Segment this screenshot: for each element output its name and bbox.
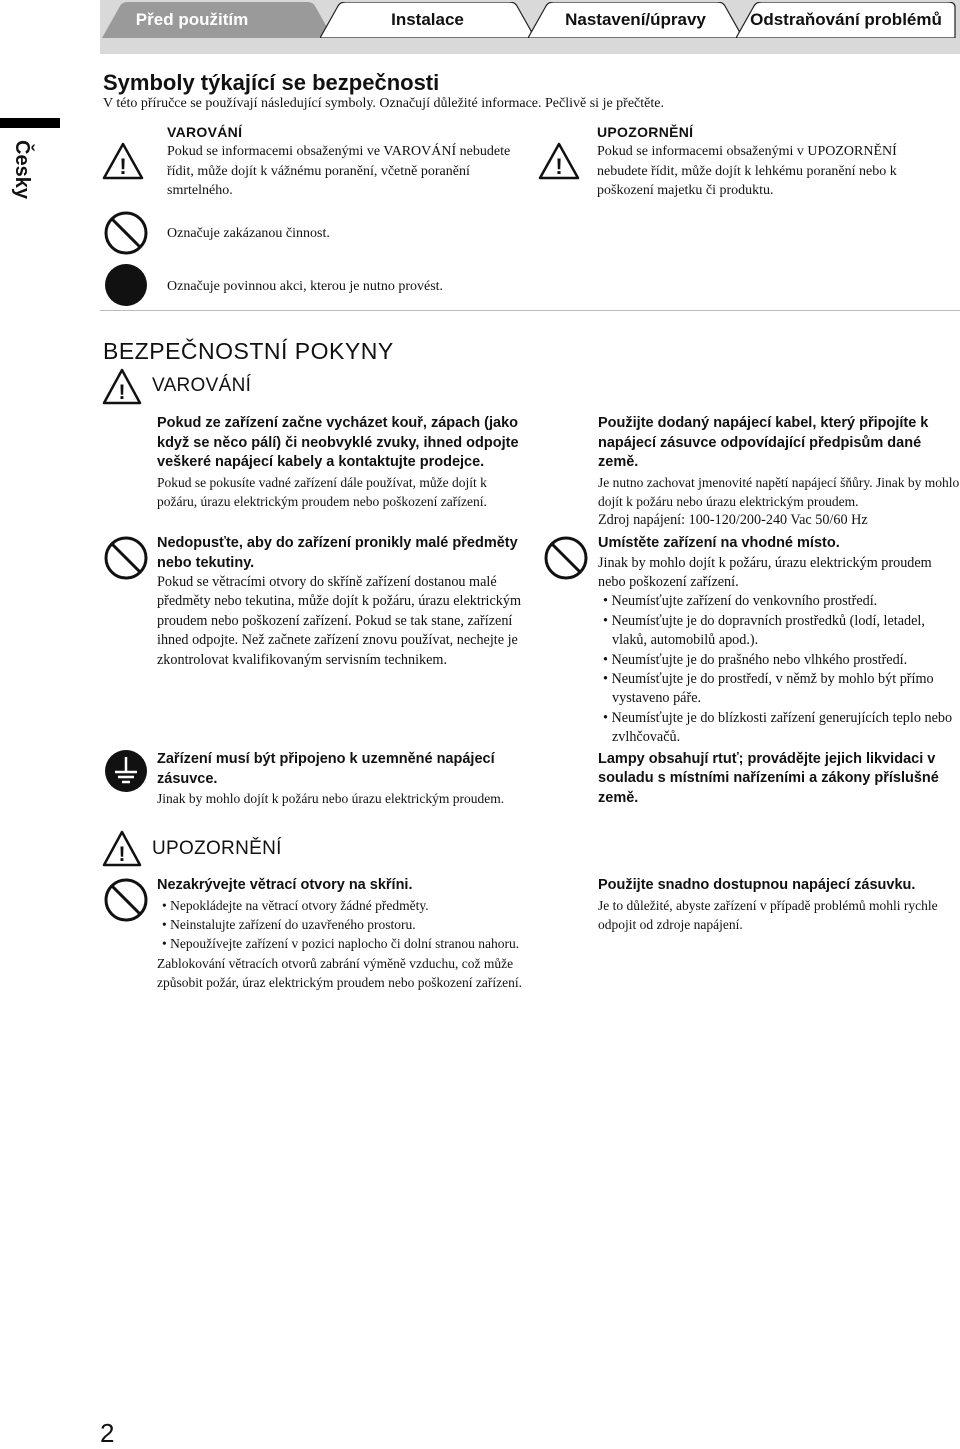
warning-smoke-heading: Pokud ze zařízení začne vycházet kouř, zápach (jako když se něco pálí) či neobvyklé zvuky, ihned odpojte veškeré napájecí kabely a kontaktujte prodejce.: [157, 415, 519, 470]
svg-text:!: !: [119, 154, 127, 179]
svg-text:!: !: [118, 843, 126, 866]
page-number: 2: [100, 1418, 115, 1448]
list-item: • Neumísťujte je do prašného nebo vlhkého prostředí.: [598, 651, 960, 670]
warning-ground-text: Jinak by mohlo dojít k požáru nebo úrazu elektrickým proudem.: [157, 791, 505, 806]
warning-objects-heading: Nedopusťte, aby do zařízení pronikly malé předměty nebo tekutiny.: [157, 535, 518, 571]
prohibited-icon: [543, 535, 589, 581]
list-item: • Neumísťujte je do prostředí, v němž by mohlo být přímo vystaveno páře.: [598, 670, 960, 709]
caution-section-title: UPOZORNĚNÍ: [152, 838, 282, 859]
symbols-title: Symboly týkající se bezpečnosti: [103, 70, 440, 95]
warning-mercury-heading: Lampy obsahují rtuť; provádějte jejich likvidaci v souladu s místními nařízeními a zákony příslušné země.: [598, 750, 939, 806]
list-item: • Nepokládejte na větrací otvory žádné předměty.: [157, 896, 522, 915]
tab-installation[interactable]: Instalace: [320, 2, 535, 38]
caution-vents-text: Zablokování větracích otvorů zabrání výměně vzduchu, což může způsobit požár, úraz elektrickým proudem nebo poškození zařízení.: [157, 955, 522, 991]
warning-smoke-text: Pokud se pokusíte vadné zařízení dále používat, může dojít k požáru, úrazu elektrickým proudem nebo poškození zařízení.: [157, 474, 487, 509]
prohibited-icon: [103, 535, 149, 581]
caution-triangle-icon: [101, 829, 143, 869]
tab-before-use[interactable]: Před použitím: [102, 2, 327, 38]
divider: [100, 310, 960, 311]
svg-text:!: !: [118, 381, 126, 404]
language-marker: [0, 118, 60, 128]
tab-troubleshooting[interactable]: Odstraňování problémů: [736, 2, 956, 38]
list-item: • Nepoužívejte zařízení v pozici naplocho či dolní stranou nahoru.: [157, 934, 522, 953]
prohibited-icon: [103, 210, 149, 256]
warning-heading: VAROVÁNÍ: [167, 124, 243, 140]
caution-outlet-text: Je to důležité, abyste zařízení v případě problémů mohli rychle odpojit od zdroje napájení.: [598, 897, 938, 932]
caution-vents-heading: Nezakrývejte větrací otvory na skříni.: [157, 877, 413, 893]
prohibited-icon: [103, 877, 149, 923]
prohibited-description: Označuje zakázanou činnost.: [167, 226, 330, 241]
caution-heading: UPOZORNĚNÍ: [597, 124, 694, 140]
warning-section-title: VAROVÁNÍ: [152, 375, 252, 396]
warning-cable-heading: Použijte dodaný napájecí kabel, který připojíte k napájecí zásuvce odpovídající předpisům dané země.: [598, 415, 929, 470]
location-list: [598, 592, 960, 747]
caution-triangle-icon: [537, 140, 581, 182]
list-item: • Neumísťujte je do dopravních prostředků (lodí, letadel, vlaků, automobilů apod.).: [598, 612, 960, 651]
caution-outlet-heading: Použijte snadno dostupnou napájecí zásuvku.: [598, 877, 916, 893]
warning-description: Pokud se informacemi obsaženými ve VAROVÁNÍ nebudete řídit, může dojít k vážnému poranění, včetně poranění smrtelného.: [167, 144, 511, 198]
mandatory-description: Označuje povinnou akci, kterou je nutno provést.: [167, 279, 444, 294]
list-item: • Neumísťujte je do blízkosti zařízení generujících teplo nebo zvlhčovačů.: [598, 709, 960, 748]
warning-cable-text: Je nutno zachovat jmenovité napětí napájecí šňůry. Jinak by mohlo dojít k požáru nebo úrazu elektrickým proudem.: [598, 474, 960, 509]
warning-location-heading: Umístěte zařízení na vhodné místo.: [598, 535, 840, 551]
warning-triangle-icon: [101, 140, 145, 182]
list-item: • Neumísťujte zařízení do venkovního prostředí.: [598, 592, 960, 611]
warning-objects-text: Pokud se větracími otvory do skříně zařízení dostanou malé předměty nebo tekutina, může dojít k požáru, úrazu elektrickým proudem nebo poškození zařízení. Pokud se tak stane, zařízení ihned odpojte. Než začnete zařízení znovu používat, nechejte je zkontrolovat kvalifikovaným servisním technikem.: [157, 574, 522, 668]
ground-icon: [103, 748, 149, 794]
svg-text:!: !: [555, 154, 563, 179]
warning-power-spec: Zdroj napájení: 100-120/200-240 Vac 50/60 Hz: [598, 512, 868, 529]
safety-title: BEZPEČNOSTNÍ POKYNY: [103, 338, 394, 364]
language-label: Česky: [11, 140, 33, 199]
caution-description: Pokud se informacemi obsaženými v UPOZORNĚNÍ nebudete řídit, může dojít k lehkému poranění nebo k poškození majetku či produktu.: [597, 144, 897, 198]
mandatory-icon: [103, 262, 149, 308]
symbols-intro: V této příručce se používají následující symboly. Označují důležité informace. Pečlivě si je přečtěte.: [103, 96, 664, 111]
warning-triangle-icon: [101, 367, 143, 407]
vents-list: [157, 896, 522, 954]
list-item: • Neinstalujte zařízení do uzavřeného prostoru.: [157, 915, 522, 934]
tab-settings[interactable]: Nastavení/úpravy: [528, 2, 743, 38]
warning-location-text: Jinak by mohlo dojít k požáru, úrazu elektrickým proudem nebo poškození zařízení.: [598, 554, 932, 590]
warning-ground-heading: Zařízení musí být připojeno k uzemněné napájecí zásuvce.: [157, 751, 495, 787]
